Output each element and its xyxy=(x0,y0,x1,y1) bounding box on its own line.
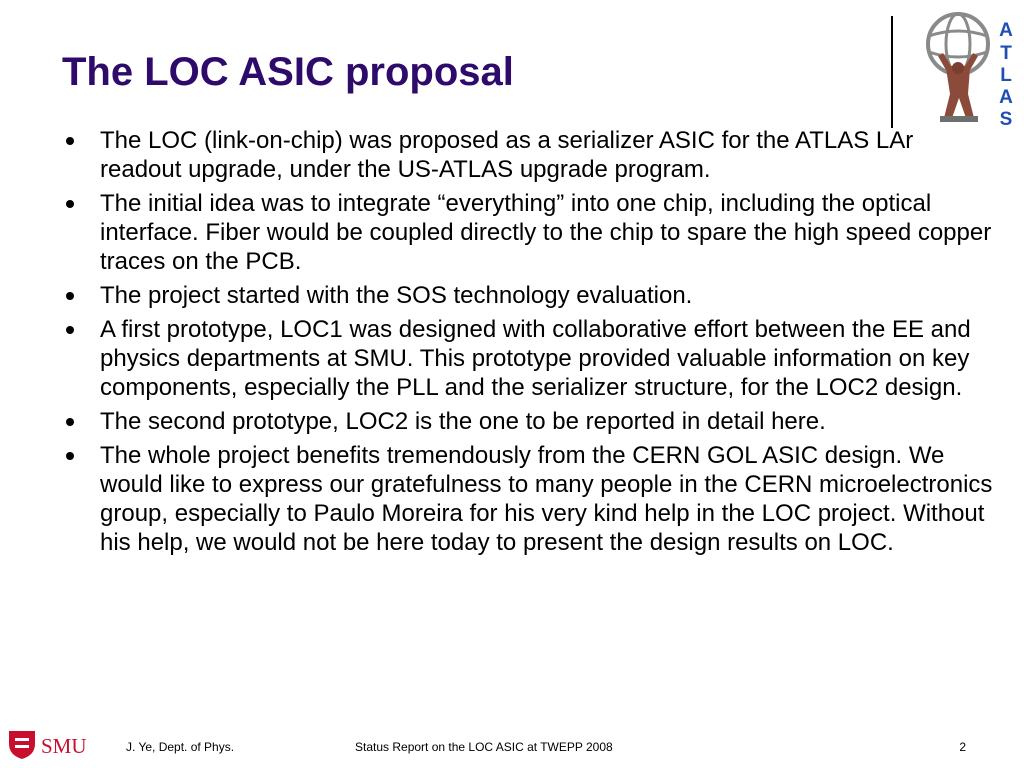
bullet-dot-icon xyxy=(66,292,74,300)
header-divider xyxy=(891,16,893,128)
bullet-list xyxy=(64,126,994,562)
bullet-item xyxy=(64,126,994,184)
bullet-text: The initial idea was to integrate “everything” into one chip, including the optical interface. Fiber would be coupled directly to the chip to spare the high speed copper traces on the PCB. xyxy=(100,190,992,275)
bullet-dot-icon xyxy=(66,418,74,426)
atlas-letter: T xyxy=(1000,43,1012,64)
bullet-dot-icon xyxy=(66,326,74,334)
atlas-letter: A xyxy=(999,87,1013,108)
atlas-wordmark xyxy=(999,20,1013,128)
smu-wordmark: SMU xyxy=(41,734,87,758)
atlas-figure-icon xyxy=(928,14,988,122)
page-number: 2 xyxy=(959,740,966,754)
smu-logo xyxy=(6,728,106,760)
footer-author: J. Ye, Dept. of Phys. xyxy=(126,740,235,754)
atlas-letter: L xyxy=(1000,65,1012,86)
slide-title: The LOC ASIC proposal xyxy=(62,50,514,94)
bullet-dot-icon xyxy=(66,137,74,145)
bullet-text: The whole project benefits tremendously from the CERN GOL ASIC design. We would like to express our gratefulness to many people in the CERN microelectronics group, especially to Paulo Moreira for his very kind help in the LOC project. Without his help, we would not be here today to present the design results on LOC. xyxy=(100,442,993,556)
bullet-dot-icon xyxy=(66,452,74,460)
bullet-item xyxy=(64,407,994,436)
atlas-letter: A xyxy=(999,20,1013,41)
smu-shield-icon xyxy=(9,731,35,759)
bullet-item xyxy=(64,281,994,310)
bullet-text: The LOC (link-on-chip) was proposed as a serializer ASIC for the ATLAS LAr readout upgrade, under the US-ATLAS upgrade program. xyxy=(100,127,914,183)
bullet-dot-icon xyxy=(66,200,74,208)
atlas-letter: S xyxy=(999,109,1013,128)
bullet-text: The project started with the SOS technology evaluation. xyxy=(100,282,693,309)
footer-title: Status Report on the LOC ASIC at TWEPP 2008 xyxy=(355,740,613,754)
atlas-logo xyxy=(916,6,1020,128)
bullet-item xyxy=(64,189,994,276)
bullet-text: The second prototype, LOC2 is the one to be reported in detail here. xyxy=(100,408,826,435)
bullet-text: A first prototype, LOC1 was designed with collaborative effort between the EE and physics departments at SMU. This prototype provided valuable information on key components, especially the PLL and the serializer structure, for the LOC2 design. xyxy=(100,316,971,401)
bullet-item xyxy=(64,315,994,402)
bullet-item xyxy=(64,441,994,557)
